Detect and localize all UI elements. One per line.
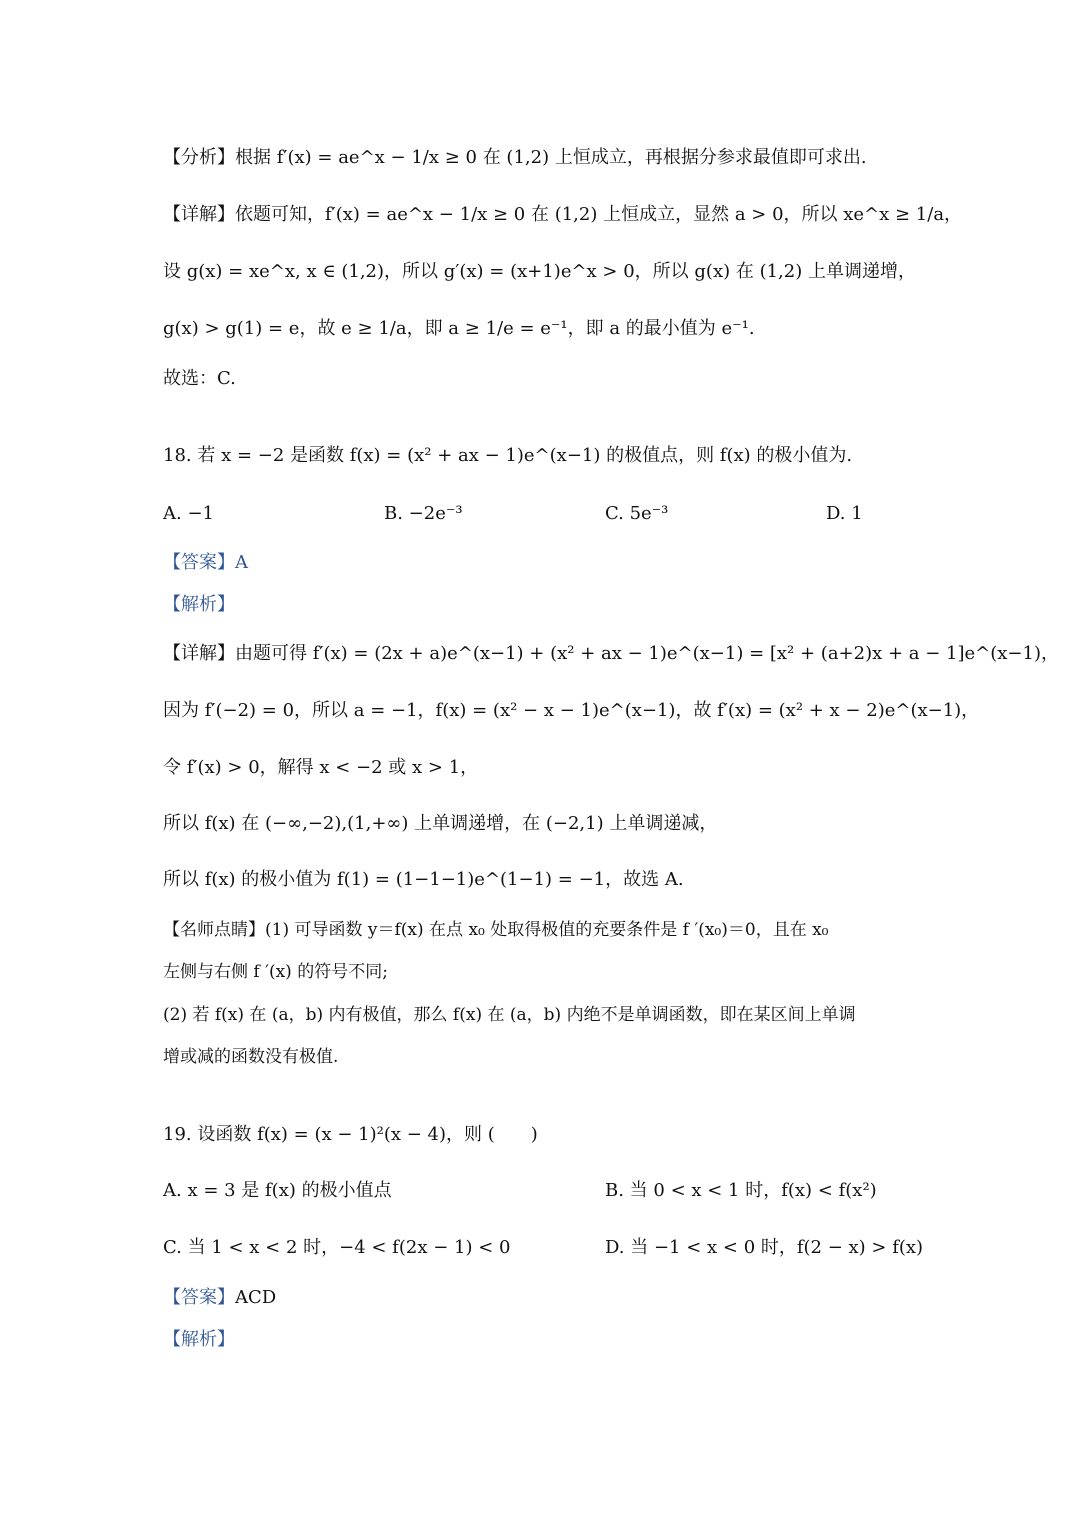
q17-choose: 故选：C. bbox=[163, 368, 236, 389]
q18-option-c: C. 5e⁻³ bbox=[605, 503, 669, 524]
q18-analysis-tag: 【解析】 bbox=[163, 594, 235, 615]
q18-detail-1: 【详解】由题可得 f′(x) = (2x + a)e^(x−1) + (x² + ax − 1)e^(x−1) = [x² + (a+2)x + a − 1]e^(x−1)， bbox=[163, 643, 1059, 664]
q17-detail-2: 设 g(x) = xe^x, x ∈ (1,2)，所以 g′(x) = (x+1)e^x > 0，所以 g(x) 在 (1,2) 上单调递增， bbox=[163, 261, 916, 282]
q19-answer-tag: 【答案】 bbox=[163, 1287, 235, 1308]
q19-answer-value: ACD bbox=[235, 1287, 277, 1308]
q17-analysis: 【分析】根据 f′(x) = ae^x − 1/x ≥ 0 在 (1,2) 上恒成立，再根据分参求最值即可求出. bbox=[163, 147, 867, 168]
q19-option-b: B. 当 0 < x < 1 时，f(x) < f(x²) bbox=[605, 1180, 877, 1201]
q19-option-d: D. 当 −1 < x < 0 时，f(2 − x) > f(x) bbox=[605, 1237, 924, 1258]
q18-tip-1: 【名师点睛】(1) 可导函数 y＝f(x) 在点 x₀ 处取得极值的充要条件是 f ′(x₀)＝0，且在 x₀ bbox=[163, 920, 829, 940]
q17-detail-1: 【详解】依题可知，f′(x) = ae^x − 1/x ≥ 0 在 (1,2) 上恒成立，显然 a > 0，所以 xe^x ≥ 1/a， bbox=[163, 204, 963, 225]
q18-detail-5: 所以 f(x) 的极小值为 f(1) = (1−1−1)e^(1−1) = −1，故选 A. bbox=[163, 869, 684, 890]
q18-tip-4: 增或减的函数没有极值. bbox=[163, 1047, 339, 1067]
q18-tip-2: 左侧与右侧 f ′(x) 的符号不同; bbox=[163, 962, 388, 982]
q19-option-c: C. 当 1 < x < 2 时，−4 < f(2x − 1) < 0 bbox=[163, 1237, 511, 1258]
q18-stem: 18. 若 x = −2 是函数 f(x) = (x² + ax − 1)e^(x−1) 的极值点，则 f(x) 的极小值为. bbox=[163, 445, 853, 466]
q19-analysis-tag: 【解析】 bbox=[163, 1329, 235, 1350]
q18-detail-3: 令 f′(x) > 0，解得 x < −2 或 x > 1， bbox=[163, 757, 479, 778]
q18-option-b: B. −2e⁻³ bbox=[384, 503, 463, 524]
q18-option-d: D. 1 bbox=[826, 503, 863, 524]
q18-answer: 【答案】A bbox=[163, 552, 248, 573]
q19-answer bbox=[163, 1285, 930, 1311]
q19-stem: 19. 设函数 f(x) = (x − 1)²(x − 4)，则 ( ) bbox=[163, 1124, 538, 1145]
q18-tip-3: (2) 若 f(x) 在 (a，b) 内有极值，那么 f(x) 在 (a，b) 内绝不是单调函数，即在某区间上单调 bbox=[163, 1005, 856, 1025]
q19-option-a: A. x = 3 是 f(x) 的极小值点 bbox=[163, 1180, 392, 1201]
q18-detail-2: 因为 f′(−2) = 0，所以 a = −1，f(x) = (x² − x − 1)e^(x−1)，故 f′(x) = (x² + x − 2)e^(x−1)， bbox=[163, 700, 980, 721]
q18-option-a: A. −1 bbox=[163, 503, 214, 524]
q18-detail-4: 所以 f(x) 在 (−∞,−2),(1,+∞) 上单调递增，在 (−2,1) 上单调递减， bbox=[163, 813, 718, 834]
q17-detail-3: g(x) > g(1) = e，故 e ≥ 1/a，即 a ≥ 1/e = e⁻¹，即 a 的最小值为 e⁻¹. bbox=[163, 318, 755, 339]
